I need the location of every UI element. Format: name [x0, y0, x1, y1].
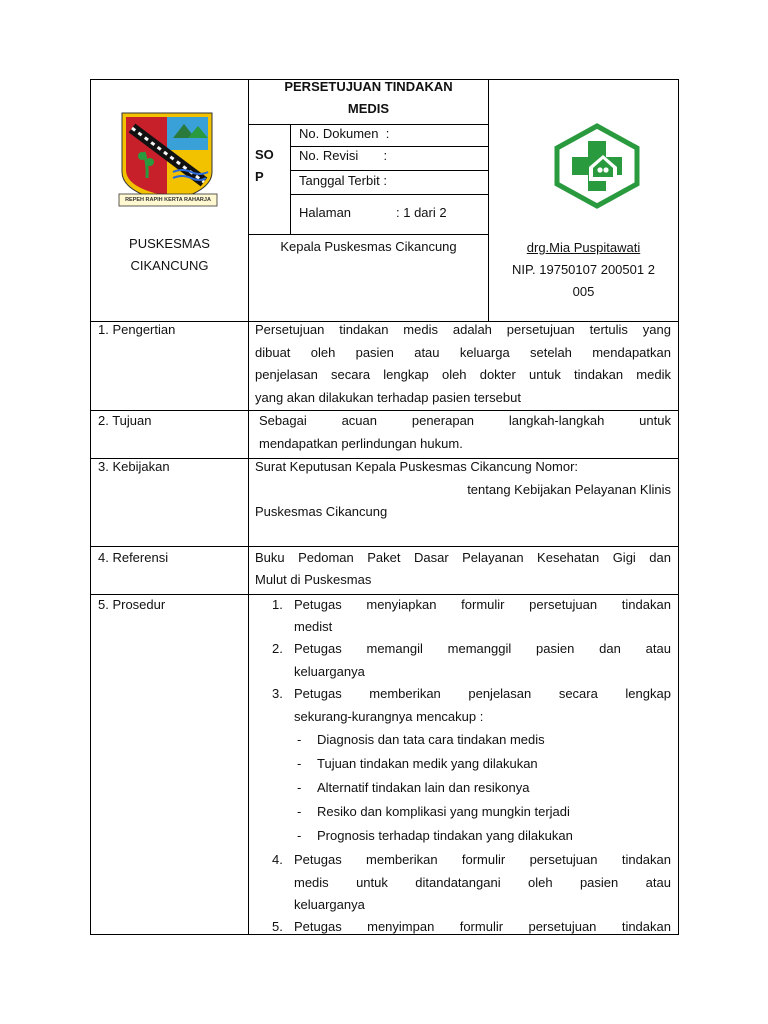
step-3-line2: sekurang-kurangnya mencakup : — [294, 709, 484, 724]
document-title-line2: MEDIS — [347, 101, 390, 116]
pengertian-line: yang akan dilakukan terhadap pasien tersebut — [255, 390, 521, 405]
step-1-line2: medist — [294, 619, 333, 634]
step-4-line1: Petugas memberikan formulir persetujuan tindakan — [294, 852, 671, 867]
document-title-line1: PERSETUJUAN TINDAKAN — [284, 79, 453, 94]
step-2-line2: keluarganya — [294, 664, 365, 679]
section-label-prosedur: 5. Prosedur — [98, 597, 166, 612]
bullet-item: Diagnosis dan tata cara tindakan medis — [317, 732, 545, 747]
no-revisi-label: No. Revisi : — [299, 148, 388, 163]
tanggal-terbit-label: Tanggal Terbit : — [299, 173, 387, 188]
step-1-line1: Petugas menyiapkan formulir persetujuan tindakan — [294, 597, 671, 612]
section-label-tujuan: 2. Tujuan — [98, 413, 152, 428]
referensi-line1: Buku Pedoman Paket Dasar Pelayanan Kesehatan Gigi dan — [255, 550, 671, 565]
kebijakan-line3: Puskesmas Cikancung — [255, 504, 388, 519]
logo-motto: REPEH RAPIH KERTA RAHARJA — [125, 197, 211, 203]
section-label-referensi: 4. Referensi — [98, 550, 169, 565]
pengertian-line: dibuat oleh pasien atau keluarga setelah mendapatkan — [255, 345, 671, 360]
signer-nip-line1: NIP. 19750107 200501 2 — [512, 262, 655, 277]
step-3-line1: Petugas memberikan penjelasan secara lengkap — [294, 686, 671, 701]
bullet-item: Tujuan tindakan medik yang dilakukan — [317, 756, 538, 771]
step-2-line1: Petugas memangil memanggil pasien dan atau — [294, 641, 671, 656]
bullet-marker: - — [297, 756, 302, 771]
bullet-item: Prognosis terhadap tindakan yang dilakukan — [317, 828, 573, 843]
step-number: 4. — [272, 852, 283, 867]
kebijakan-line1: Surat Keputusan Kepala Puskesmas Cikancung Nomor: — [255, 459, 579, 474]
step-number: 1. — [272, 597, 283, 612]
sop-label-line2: P — [255, 169, 264, 184]
bullet-marker: - — [297, 804, 302, 819]
org-name-line2: CIKANCUNG — [130, 258, 209, 273]
tujuan-line2: mendapatkan perlindungan hukum. — [259, 436, 463, 451]
bullet-marker: - — [297, 828, 302, 843]
puskesmas-logo-icon — [553, 123, 641, 209]
regency-crest-logo — [118, 110, 218, 208]
bullet-item: Resiko dan komplikasi yang mungkin terjadi — [317, 804, 570, 819]
section-label-pengertian: 1. Pengertian — [98, 322, 176, 337]
pengertian-line: Persetujuan tindakan medis adalah persetujuan tertulis yang — [255, 322, 671, 337]
bullet-item: Alternatif tindakan lain dan resikonya — [317, 780, 530, 795]
step-number: 3. — [272, 686, 283, 701]
no-dokumen-label: No. Dokumen : — [299, 126, 390, 141]
referensi-line2: Mulut di Puskesmas — [255, 572, 372, 587]
tujuan-line1: Sebagai acuan penerapan langkah-langkah untuk — [259, 413, 671, 428]
step-number: 2. — [272, 641, 283, 656]
kepala-puskesmas: Kepala Puskesmas Cikancung — [280, 239, 457, 254]
section-label-kebijakan: 3. Kebijakan — [98, 459, 170, 474]
sop-label-line1: SO — [255, 147, 274, 162]
bullet-marker: - — [297, 732, 302, 747]
step-5-line1: Petugas menyimpan formulir persetujuan tindakan — [294, 919, 671, 934]
step-4-line2: medis untuk ditandatangani oleh pasien atau — [294, 875, 671, 890]
halaman-value: : 1 dari 2 — [396, 205, 447, 220]
signer-nip-line2: 005 — [572, 284, 595, 299]
signer-name: drg.Mia Puspitawati — [526, 240, 641, 255]
org-name-line1: PUSKESMAS — [129, 236, 210, 251]
step-number: 5. — [272, 919, 283, 934]
bullet-marker: - — [297, 780, 302, 795]
halaman-label: Halaman — [299, 205, 352, 220]
pengertian-line: penjelasan secara lengkap oleh dokter untuk tindakan medik — [255, 367, 671, 382]
step-4-line3: keluarganya — [294, 897, 365, 912]
kebijakan-line2: tentang Kebijakan Pelayanan Klinis — [467, 482, 671, 497]
